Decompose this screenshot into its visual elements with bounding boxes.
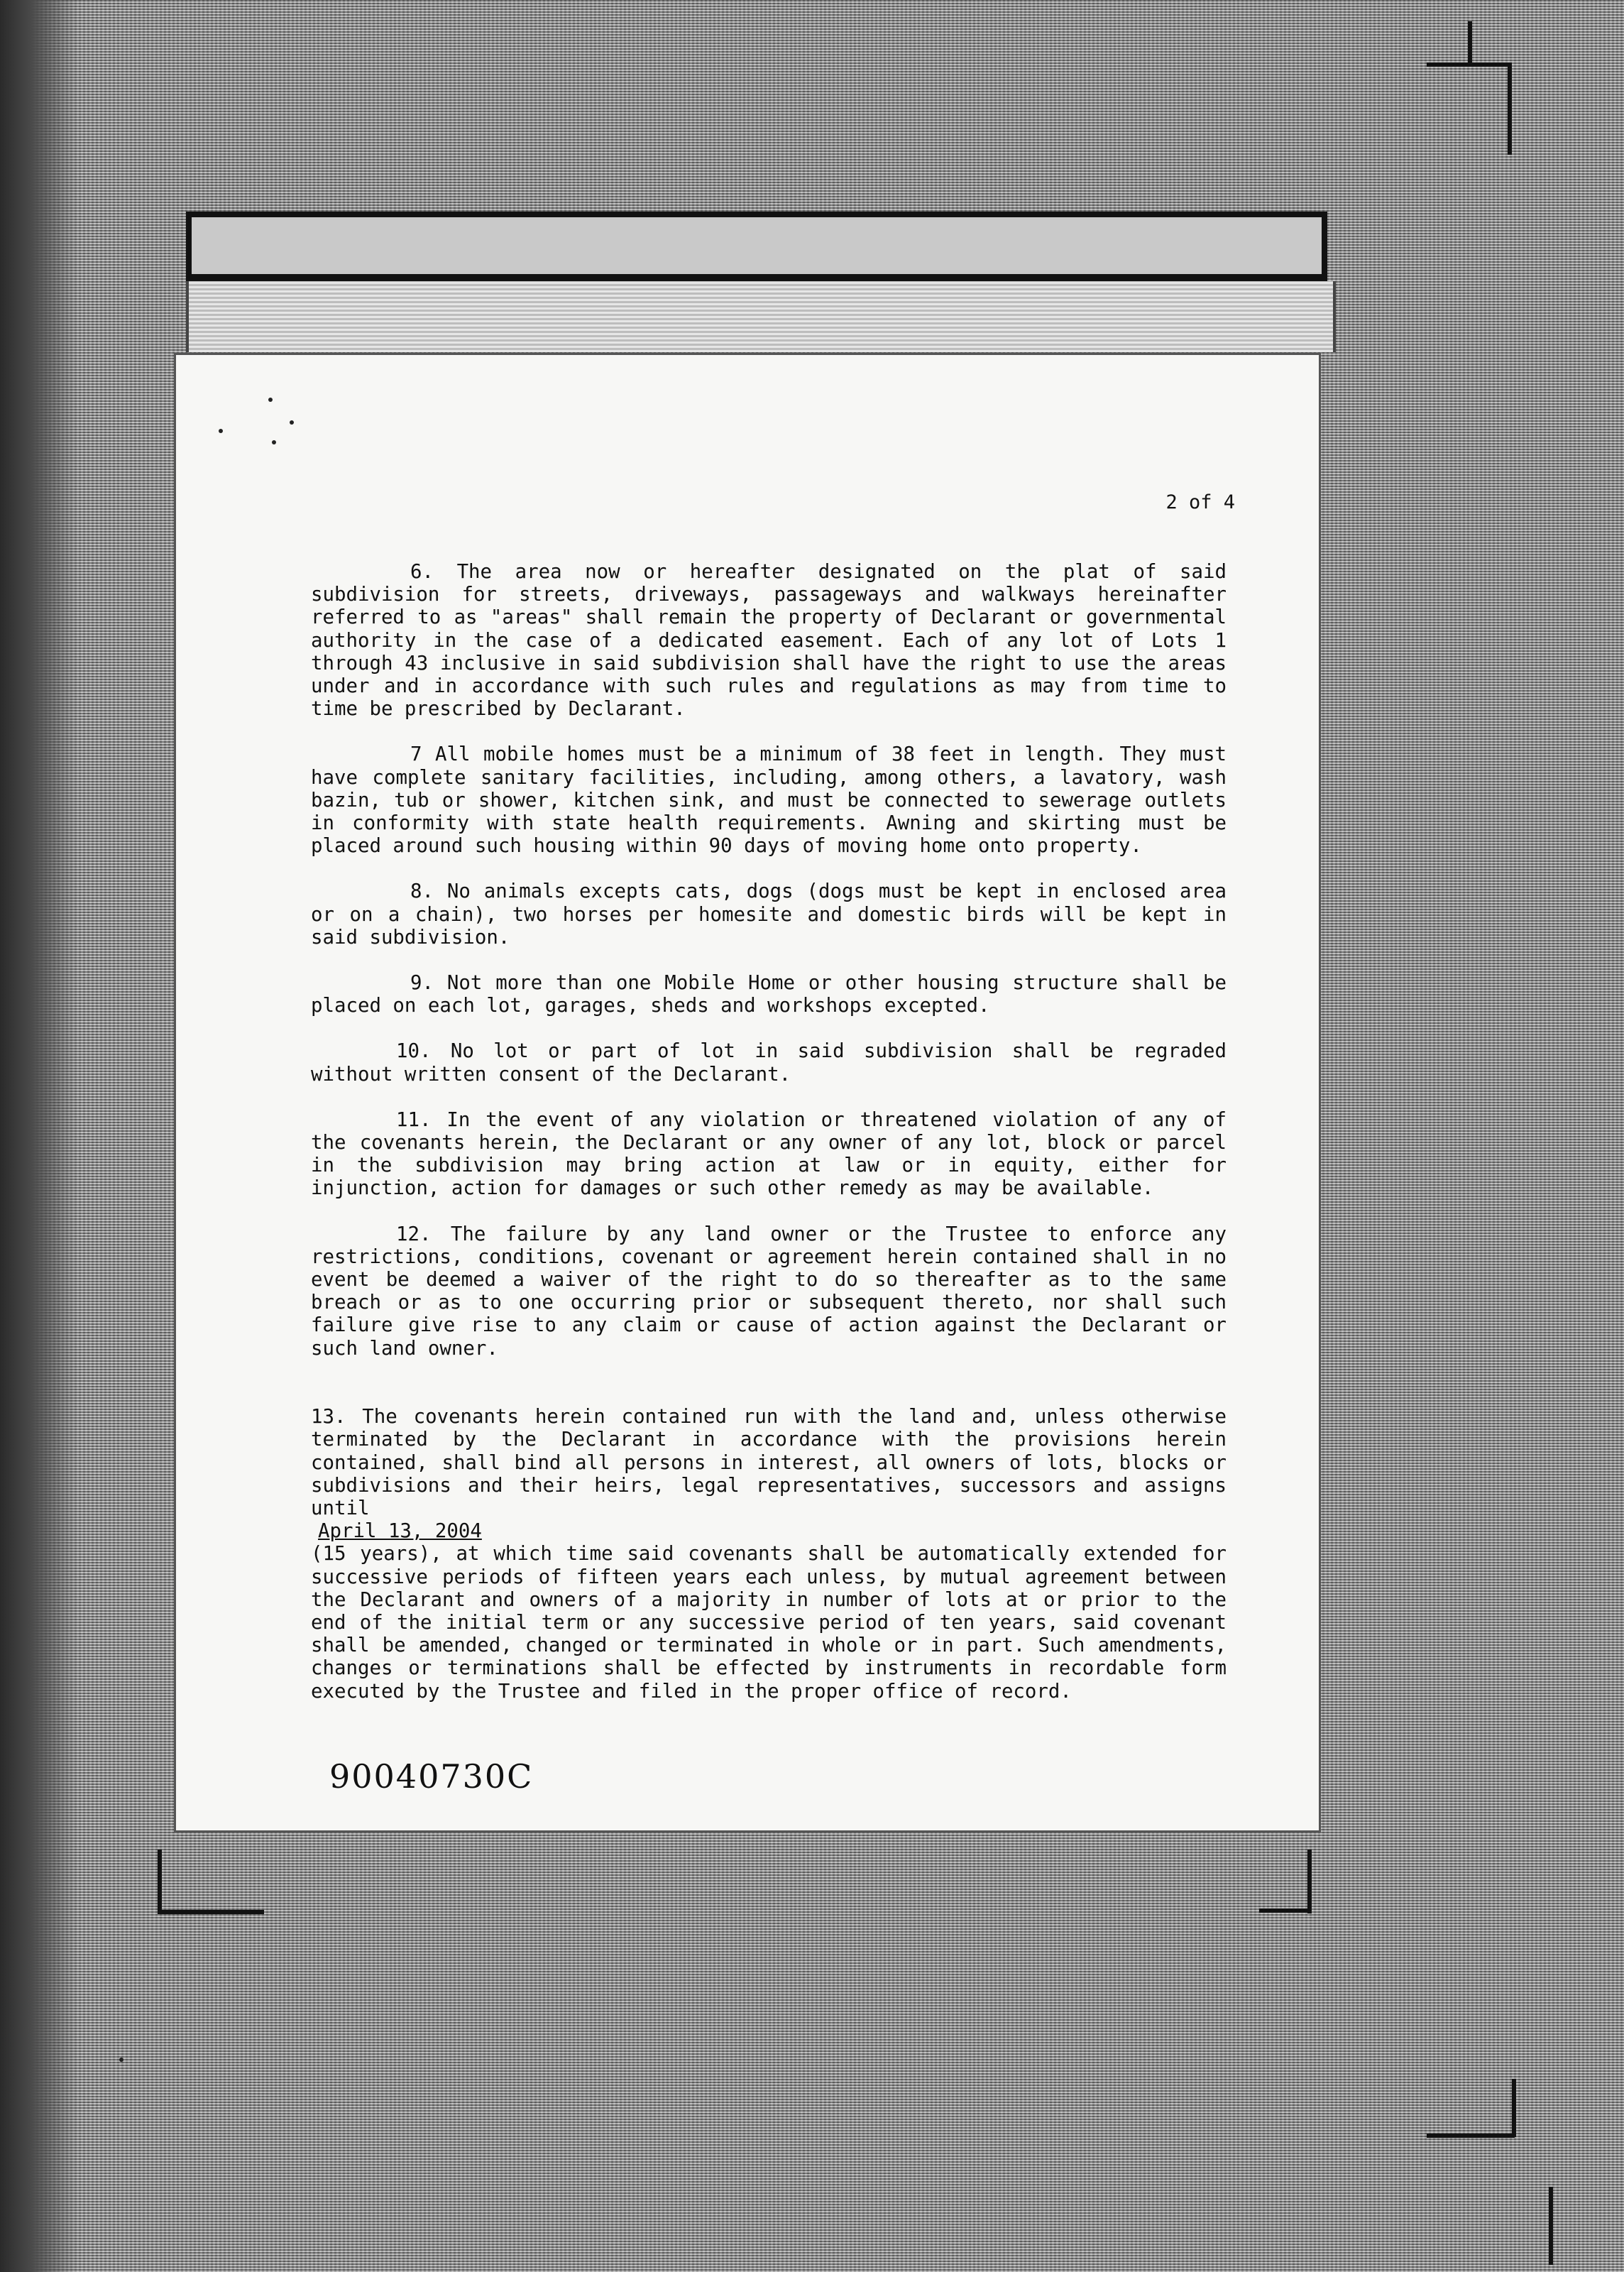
speck	[119, 2058, 124, 2062]
paragraph-8: 8. No animals excepts cats, dogs (dogs must be kept in enclosed area or on a chain), two horses per homesite and domestic birds will be kept in said subdivision.	[311, 880, 1227, 949]
document-id-stamp: 90040730C	[329, 1757, 534, 1796]
scan-edge-shadow	[0, 0, 78, 2272]
speck	[219, 429, 223, 433]
termination-date: April 13, 2004	[318, 1520, 482, 1543]
paragraph-13	[311, 1383, 1227, 1703]
corner-mark-top-right-h	[1427, 62, 1512, 67]
corner-mark-bottom-left-h	[158, 1910, 264, 1914]
corner-mark-top-right-v	[1508, 62, 1512, 155]
document-page	[176, 355, 1319, 1830]
paragraph-13-tail: (15 years), at which time said covenants shall be automatically extended for successive periods of fifteen years each unless, by mutual agreement between the Declarant and owners of a majority in number of lots at or prior to the end of the initial term or any successive period of ten years, said covenant shall be amended, changed or terminated in whole or in part. Such amendments, changes or terminations shall be effected by instruments in recordable form executed by the Trustee and filed in the proper office of record.	[311, 1543, 1227, 1703]
speck	[272, 440, 276, 444]
paragraph-7: 7 All mobile homes must be a minimum of 38 feet in length. They must have complete sanitary facilities, including, among others, a lavatory, wash bazin, tub or shower, kitchen sink, and must be connected to sewerage outlets in conformity with state health requirements. Awning and skirting must be placed around such housing within 90 days of moving home onto property.	[311, 743, 1227, 858]
paragraph-6: 6. The area now or hereafter designated on the plat of said subdivision for streets, driveways, passageways and walkways hereinafter referred to as "areas" shall remain the property of Declarant or governmental authority in the case of a dedicated easement. Each of any lot of Lots 1 through 43 inclusive in said subdivision shall have the right to use the areas under and in accordance with such rules and regulations as may from time to time be prescribed by Declarant.	[311, 561, 1227, 721]
covenants-text	[311, 561, 1227, 1726]
corner-mark-lower-right-v	[1512, 2079, 1516, 2137]
scan-header-band	[186, 281, 1336, 352]
paragraph-12: 12. The failure by any land owner or the Trustee to enforce any restrictions, conditions, covenant or agreement herein contained shall in no event be deemed a waiver of the right to do so thereafter as to the same breach or as to one occurring prior or subsequent thereto, nor shall such failure give rise to any claim or cause of action against the Declarant or such land owner.	[311, 1223, 1227, 1360]
corner-mark-top-right	[1468, 21, 1472, 64]
corner-mark-lower-right-h	[1427, 2134, 1515, 2138]
scan-edge-mark	[1549, 2187, 1553, 2265]
paragraph-13-lead: 13. The covenants herein contained run with the land and, unless otherwise terminated by the Declarant in accordance with the provisions herein contained, shall bind all persons in interest, all owners of lots, blocks or subdivisions and their heirs, legal representatives, successors and assigns until	[311, 1406, 1227, 1519]
page-number: 2 of 4	[1165, 491, 1235, 513]
corner-mark-bottom-left-v	[158, 1850, 162, 1913]
paragraph-9: 9. Not more than one Mobile Home or other housing structure shall be placed on each lot, garages, sheds and workshops excepted.	[311, 972, 1227, 1017]
corner-mark-bottom-right-h	[1259, 1908, 1310, 1913]
speck	[290, 420, 294, 425]
scan-header-bar	[186, 212, 1327, 281]
speck	[268, 398, 273, 402]
paragraph-11: 11. In the event of any violation or threatened violation of any of the covenants herein, the Declarant or any owner of any lot, block or parcel in the subdivision may bring action at law or in equity, either for injunction, action for damages or such other remedy as may be available.	[311, 1108, 1227, 1200]
paragraph-10: 10. No lot or part of lot in said subdivision shall be regraded without written consent of the Declarant.	[311, 1040, 1227, 1086]
corner-mark-bottom-right-v	[1307, 1850, 1312, 1913]
